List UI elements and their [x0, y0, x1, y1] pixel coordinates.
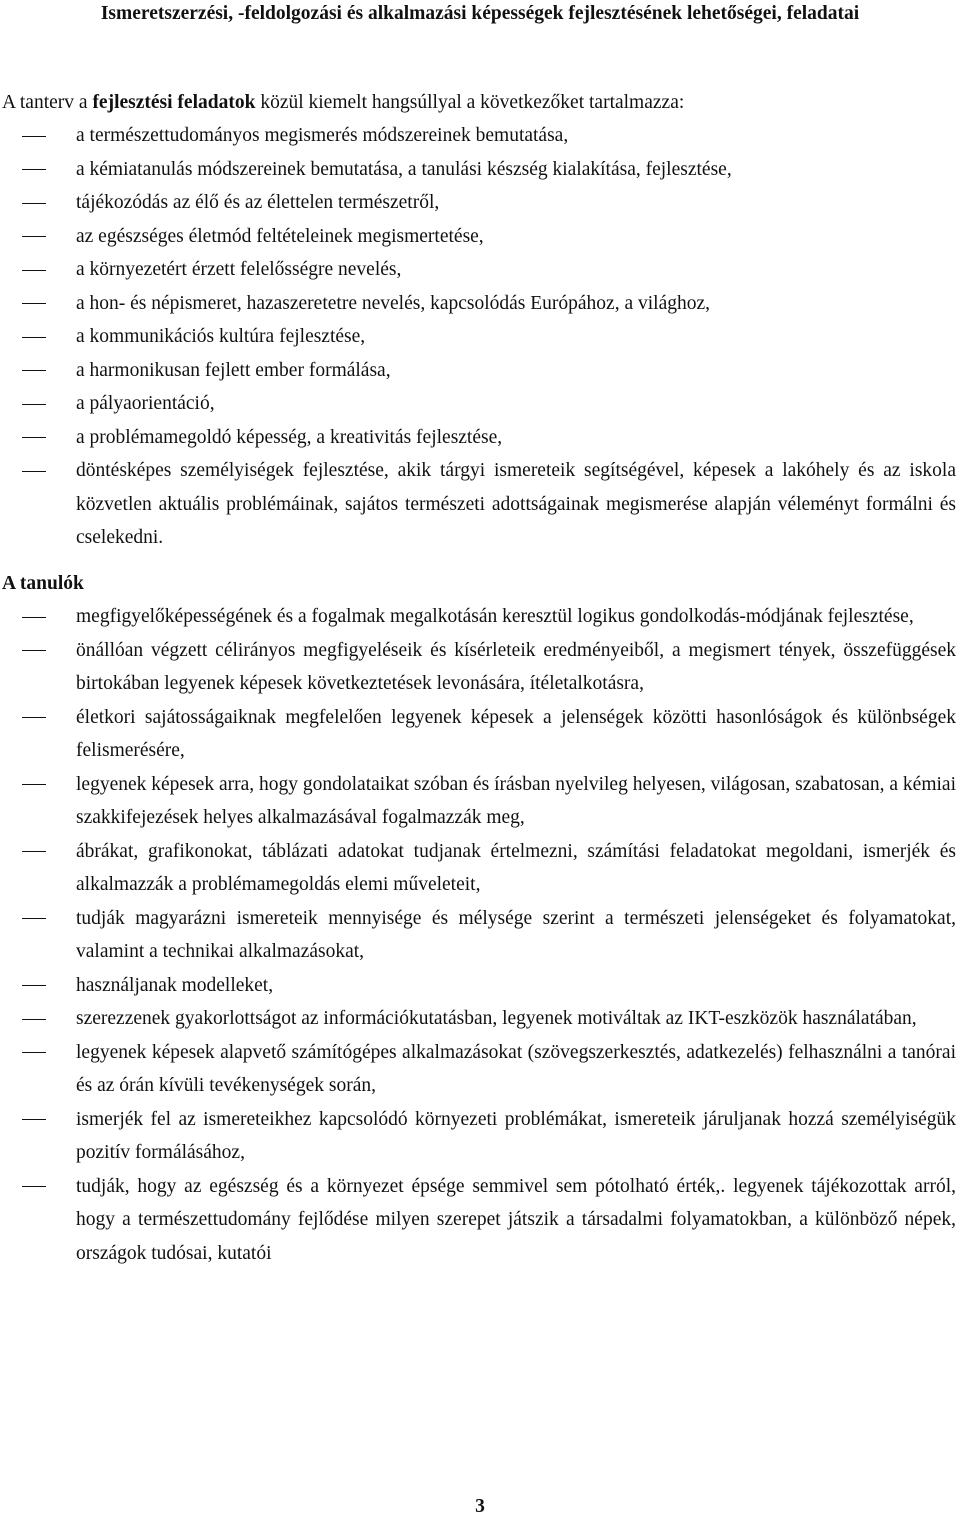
dash-bullet-icon: [22, 617, 46, 618]
list-item-text: a környezetért érzett felelősségre nevelés,: [76, 259, 402, 280]
list-item: [0, 1170, 960, 1271]
dash-bullet-icon: [22, 303, 46, 304]
list-item: [0, 153, 960, 187]
dash-bullet-icon: [22, 337, 46, 338]
dash-bullet-icon: [22, 985, 46, 986]
list-item-text: ismerjék fel az ismereteikhez kapcsolódó környezeti problémákat, ismereteik járuljanak hozzá személyiségük pozitív formálásához,: [76, 1108, 956, 1163]
list-item-text: a problémamegoldó képesség, a kreativitás fejlesztése,: [76, 426, 503, 448]
list-item-text: szerezzenek gyakorlottságot az információkutatásban, legyenek motiváltak az IKT-eszközök használatában,: [76, 1008, 917, 1029]
dash-bullet-icon: [22, 136, 46, 137]
list-item-text: használjanak modelleket,: [76, 974, 274, 996]
list-item-text: a természettudományos megismerés módszereinek bemutatása,: [76, 125, 569, 146]
list-item-text: a harmonikusan fejlett ember formálása,: [76, 359, 391, 381]
dash-bullet-icon: [22, 404, 46, 405]
list-item: [0, 835, 960, 902]
list-item-text: a kommunikációs kultúra fejlesztése,: [76, 326, 366, 347]
dash-bullet-icon: [22, 1186, 46, 1187]
list-item: [0, 1036, 960, 1103]
list-item: [0, 1103, 960, 1170]
list-item-text: önállóan végzett célirányos megfigyeléseik és kísérleteik eredményeiből, a megismert tények, összefüggések birtokában legyenek képesek következtetések levonására, ítéletalkotásra,: [76, 639, 956, 694]
dash-bullet-icon: [22, 918, 46, 919]
dash-bullet-icon: [22, 270, 46, 271]
section-heading-students: A tanulók: [2, 573, 84, 594]
dash-bullet-icon: [22, 784, 46, 785]
list-item: [0, 119, 960, 153]
intro-paragraph: [2, 86, 684, 120]
list-item: [0, 1002, 960, 1036]
dash-bullet-icon: [22, 471, 46, 472]
list-item-text: tudják magyarázni ismereteik mennyisége és mélysége szerint a természeti jelenségeket és folyamatokat, valamint a technikai alkalmazásokat,: [76, 907, 956, 962]
list-item: [0, 634, 960, 701]
list-item: [0, 701, 960, 768]
list-item-text: tudják, hogy az egészség és a környezet épsége semmivel sem pótolható érték,. legyenek tájékozottak arról, hogy a természettudomány fejlődése milyen szerepet játszik a társadalmi folyamatokban, a különböző népek, országok tudósai, kutatói: [76, 1175, 956, 1264]
dash-bullet-icon: [22, 370, 46, 371]
dash-bullet-icon: [22, 1019, 46, 1020]
dash-bullet-icon: [22, 169, 46, 170]
list-item-text: legyenek képesek alapvető számítógépes alkalmazásokat (szövegszerkesztés, adatkezelés) felhasználni a tanórai és az órán kívüli tevékenységek során,: [76, 1041, 956, 1096]
list-item: [0, 454, 960, 555]
page-title: Ismeretszerzési, -feldolgozási és alkalmazási képességek fejlesztésének lehetőségei, feladatai: [100, 3, 860, 24]
intro-bold-text: fejlesztési feladatok: [92, 92, 256, 113]
list-item: [0, 354, 960, 388]
dash-bullet-icon: [22, 1119, 46, 1120]
page-number: 3: [475, 1496, 485, 1517]
list-item: [0, 287, 960, 321]
intro-text-before: A tanterv a: [2, 92, 93, 113]
list-item-text: tájékozódás az élő és az élettelen természetről,: [76, 192, 440, 213]
dash-bullet-icon: [22, 203, 46, 204]
dash-bullet-icon: [22, 650, 46, 651]
list-item-text: a pályaorientáció,: [76, 393, 215, 414]
list-item: [0, 969, 960, 1003]
list-item-text: a hon- és népismeret, hazaszeretetre nevelés, kapcsolódás Európához, a világhoz,: [76, 292, 711, 314]
list-item-text: életkori sajátosságaiknak megfelelően legyenek képesek a jelenségek közötti hasonlóságok és különbségek felismerésére,: [76, 706, 956, 761]
intro-text-after: közül kiemelt hangsúllyal a következőket tartalmazza:: [255, 92, 685, 113]
list-item-text: ábrákat, grafikonokat, táblázati adatokat tudjanak értelmezni, számítási feladatokat megoldani, ismerjék és alkalmazzák a problémamegoldás elemi műveleteit,: [76, 840, 956, 895]
list-item: [0, 600, 960, 634]
dash-bullet-icon: [22, 236, 46, 237]
list-item: [0, 902, 960, 969]
dash-bullet-icon: [22, 717, 46, 718]
list-item: [0, 220, 960, 254]
list-item-text: az egészséges életmód feltételeinek megismertetése,: [76, 225, 484, 247]
list-item: [0, 320, 960, 354]
list-item: [0, 421, 960, 455]
dash-bullet-icon: [22, 1052, 46, 1053]
list-item-text: a kémiatanulás módszereinek bemutatása, a tanulási készség kialakítása, fejlesztése,: [76, 158, 732, 180]
list-item-text: megfigyelőképességének és a fogalmak megalkotásán keresztül logikus gondolkodás-módjának fejlesztése,: [76, 606, 914, 627]
dash-bullet-icon: [22, 437, 46, 438]
development-tasks-list: [0, 119, 960, 555]
list-item: [0, 768, 960, 835]
list-item-text: döntésképes személyiségek fejlesztése, akik tárgyi ismereteik segítségével, képesek a lakóhely és az iskola közvetlen aktuális problémáinak, sajátos természeti adottságainak megismerése alapján véleményt formálni és cselekedni.: [76, 460, 956, 548]
dash-bullet-icon: [22, 851, 46, 852]
list-item: [0, 186, 960, 220]
list-item: [0, 387, 960, 421]
list-item: [0, 253, 960, 287]
list-item-text: legyenek képesek arra, hogy gondolataikat szóban és írásban nyelvileg helyesen, világosan, szabatosan, a kémiai szakkifejezések helyes alkalmazásával fogalmazzák meg,: [76, 773, 956, 828]
student-goals-list: [0, 600, 960, 1270]
